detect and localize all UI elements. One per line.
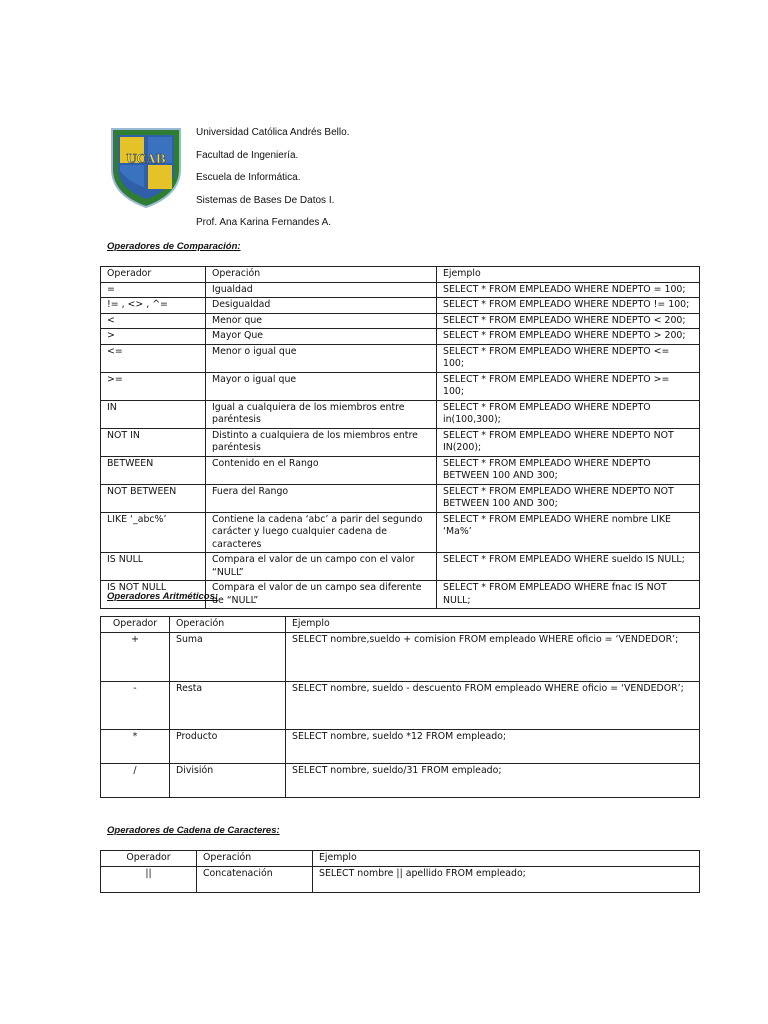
cell-operador: IS NULL bbox=[101, 553, 206, 581]
table-row bbox=[101, 344, 700, 372]
header-school: Escuela de Informática. bbox=[196, 172, 301, 183]
cell-ejemplo: SELECT * FROM EMPLEADO WHERE NDEPTO NOT BETWEEN 100 AND 300; bbox=[437, 484, 700, 512]
table-row bbox=[101, 428, 700, 456]
comparison-operators-table bbox=[100, 266, 700, 609]
cell-ejemplo: SELECT nombre, sueldo *12 FROM empleado; bbox=[286, 730, 700, 764]
cell-operacion: Menor que bbox=[206, 313, 437, 329]
cell-ejemplo: SELECT nombre || apellido FROM empleado; bbox=[313, 866, 700, 892]
table-row bbox=[101, 313, 700, 329]
cell-operador: >= bbox=[101, 372, 206, 400]
cell-operacion: Compara el valor de un campo con el valor “NULL” bbox=[206, 553, 437, 581]
string-operators-table bbox=[100, 850, 700, 893]
table-row bbox=[101, 298, 700, 314]
cell-operacion: Compara el valor de un campo sea diferente de “NULL” bbox=[206, 581, 437, 609]
cell-ejemplo: SELECT nombre, sueldo/31 FROM empleado; bbox=[286, 764, 700, 798]
header-university: Universidad Católica Andrés Bello. bbox=[196, 127, 350, 138]
cell-ejemplo: SELECT * FROM EMPLEADO WHERE fnac IS NOT NULL; bbox=[437, 581, 700, 609]
cell-operacion: Fuera del Rango bbox=[206, 484, 437, 512]
header-operacion: Operación bbox=[197, 851, 313, 867]
cell-operador: / bbox=[101, 764, 170, 798]
cell-operador: - bbox=[101, 682, 170, 730]
cell-ejemplo: SELECT * FROM EMPLEADO WHERE NDEPTO BETWEEN 100 AND 300; bbox=[437, 456, 700, 484]
cell-ejemplo: SELECT * FROM EMPLEADO WHERE sueldo IS NULL; bbox=[437, 553, 700, 581]
cell-ejemplo: SELECT * FROM EMPLEADO WHERE NDEPTO NOT IN(200); bbox=[437, 428, 700, 456]
table-row bbox=[101, 329, 700, 345]
cell-operacion: Concatenación bbox=[197, 866, 313, 892]
cell-operacion: Suma bbox=[170, 633, 286, 682]
cell-ejemplo: SELECT * FROM EMPLEADO WHERE NDEPTO > 200; bbox=[437, 329, 700, 345]
cell-operacion: Resta bbox=[170, 682, 286, 730]
header-operador: Operador bbox=[101, 617, 170, 633]
cell-operador: <= bbox=[101, 344, 206, 372]
cell-operador: || bbox=[101, 866, 197, 892]
cell-operador: != , <> , ^= bbox=[101, 298, 206, 314]
cell-operador: + bbox=[101, 633, 170, 682]
cell-operador: IN bbox=[101, 400, 206, 428]
arithmetic-operators-table bbox=[100, 616, 700, 798]
arithmetic-section-title: Operadores Aritméticos: bbox=[107, 591, 219, 602]
cell-operador: * bbox=[101, 730, 170, 764]
header-operacion: Operación bbox=[170, 617, 286, 633]
header-operacion: Operación bbox=[206, 267, 437, 283]
table-row bbox=[101, 456, 700, 484]
logo-text: UCAB bbox=[126, 152, 166, 166]
cell-ejemplo: SELECT * FROM EMPLEADO WHERE NDEPTO < 200; bbox=[437, 313, 700, 329]
table-row bbox=[101, 633, 700, 682]
table-row bbox=[101, 484, 700, 512]
header-ejemplo: Ejemplo bbox=[286, 617, 700, 633]
table-header-row bbox=[101, 267, 700, 283]
header-ejemplo: Ejemplo bbox=[313, 851, 700, 867]
cell-operador: = bbox=[101, 282, 206, 298]
cell-operacion: Contiene la cadena ‘abc’ a parir del segundo carácter y luego cualquier cadena de caracteres bbox=[206, 512, 437, 553]
ucab-logo bbox=[108, 125, 184, 209]
header-professor: Prof. Ana Karina Fernandes A. bbox=[196, 217, 332, 228]
header-operador: Operador bbox=[101, 851, 197, 867]
cell-ejemplo: SELECT * FROM EMPLEADO WHERE NDEPTO >= 100; bbox=[437, 372, 700, 400]
header-ejemplo: Ejemplo bbox=[437, 267, 700, 283]
cell-ejemplo: SELECT * FROM EMPLEADO WHERE NDEPTO in(100,300); bbox=[437, 400, 700, 428]
cell-operador: > bbox=[101, 329, 206, 345]
header-operador: Operador bbox=[101, 267, 206, 283]
cell-operacion: Menor o igual que bbox=[206, 344, 437, 372]
comparison-section-title: Operadores de Comparación: bbox=[107, 241, 241, 252]
cell-operacion: Distinto a cualquiera de los miembros entre paréntesis bbox=[206, 428, 437, 456]
table-row bbox=[101, 400, 700, 428]
cell-operador: BETWEEN bbox=[101, 456, 206, 484]
cell-operador: IS NOT NULL bbox=[101, 581, 206, 609]
cell-ejemplo: SELECT * FROM EMPLEADO WHERE NDEPTO <= 100; bbox=[437, 344, 700, 372]
cell-ejemplo: SELECT * FROM EMPLEADO WHERE NDEPTO = 100; bbox=[437, 282, 700, 298]
header-course: Sistemas de Bases De Datos I. bbox=[196, 194, 335, 206]
table-header-row bbox=[101, 617, 700, 633]
cell-operador: NOT IN bbox=[101, 428, 206, 456]
cell-operacion: Desigualdad bbox=[206, 298, 437, 314]
cell-operacion: Igual a cualquiera de los miembros entre paréntesis bbox=[206, 400, 437, 428]
cell-operacion: Producto bbox=[170, 730, 286, 764]
cell-operacion: Mayor Que bbox=[206, 329, 437, 345]
header-faculty: Facultad de Ingeniería. bbox=[196, 149, 299, 161]
table-row bbox=[101, 372, 700, 400]
table-row bbox=[101, 553, 700, 581]
table-row bbox=[101, 764, 700, 798]
table-header-row bbox=[101, 851, 700, 867]
cell-operacion: Contenido en el Rango bbox=[206, 456, 437, 484]
table-row bbox=[101, 730, 700, 764]
cell-operacion: Igualdad bbox=[206, 282, 437, 298]
cell-ejemplo: SELECT * FROM EMPLEADO WHERE NDEPTO != 100; bbox=[437, 298, 700, 314]
institution-header bbox=[196, 127, 349, 240]
cell-ejemplo: SELECT nombre,sueldo + comision FROM empleado WHERE oficio = ‘VENDEDOR’; bbox=[286, 633, 700, 682]
cell-operacion: Mayor o igual que bbox=[206, 372, 437, 400]
cell-ejemplo: SELECT nombre, sueldo - descuento FROM empleado WHERE oficio = ‘VENDEDOR’; bbox=[286, 682, 700, 730]
table-row bbox=[101, 512, 700, 553]
cell-operador: < bbox=[101, 313, 206, 329]
string-section-title: Operadores de Cadena de Caracteres: bbox=[107, 825, 280, 836]
table-row bbox=[101, 682, 700, 730]
table-row bbox=[101, 282, 700, 298]
cell-operacion: División bbox=[170, 764, 286, 798]
table-row bbox=[101, 866, 700, 892]
cell-operador: NOT BETWEEN bbox=[101, 484, 206, 512]
cell-ejemplo: SELECT * FROM EMPLEADO WHERE nombre LIKE ‘Ma%’ bbox=[437, 512, 700, 553]
cell-operador: LIKE ‘_abc%’ bbox=[101, 512, 206, 553]
